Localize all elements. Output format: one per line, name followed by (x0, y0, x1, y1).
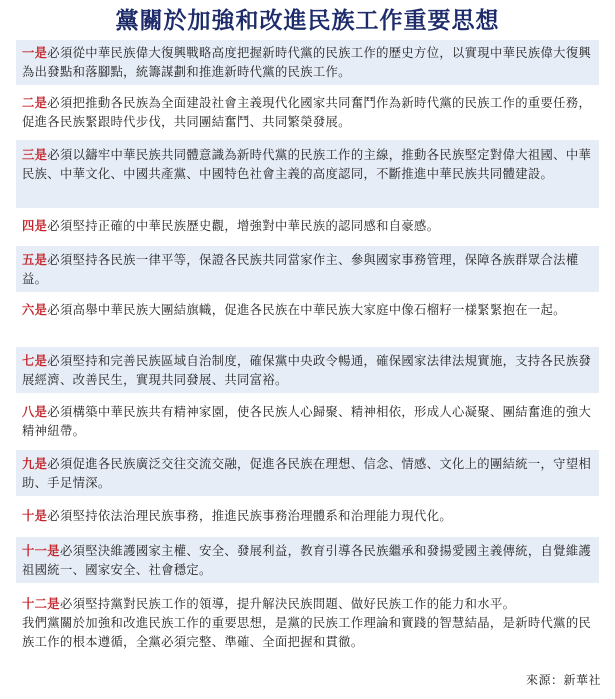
item-number: 三是 (22, 148, 48, 162)
list-item-7 (16, 347, 599, 393)
item-number: 九是 (22, 457, 48, 471)
item-text: 必須把推動各民族為全面建設社會主義現代化國家共同奮鬥作為新時代黨的民族工作的重要任務，促進各民族緊跟時代步伐，共同團結奮鬥、共同繁榮發展。 (22, 96, 592, 129)
item-text: 必須堅持依法治理民族事務，推進民族事務治理體系和治理能力現代化。 (47, 509, 452, 523)
list-item-6 (16, 296, 599, 342)
item-number: 十是 (22, 509, 48, 523)
item-text: 必須從中華民族偉大復興戰略高度把握新時代黨的民族工作的歷史方位，以實現中華民族偉大復興為出發點和落腳點，統籌謀劃和推進新時代黨的民族工作。 (22, 46, 592, 79)
item-text: 必須促進各民族廣泛交往交流交融，促進各民族在理想、信念、情感、文化上的團結統一，守望相助、手足情深。 (22, 457, 592, 490)
item-text: 必須構築中華民族共有精神家園，使各民族人心歸聚、精神相依，形成人心凝聚、團結奮進的強大精神紐帶。 (22, 405, 592, 438)
item-text: 必須堅持和完善民族區域自治制度，確保黨中央政令暢通，確保國家法律法規實施，支持各民族發展經濟、改善民生，實現共同發展、共同富裕。 (22, 354, 592, 387)
item-number: 八是 (22, 405, 48, 419)
item-text: 必須高舉中華民族大團結旗幟，促進各民族在中華民族大家庭中像石榴籽一樣緊緊抱在一起。 (47, 303, 566, 317)
list-item-12 (16, 590, 599, 666)
list-item-4 (16, 212, 599, 240)
list-item-2 (16, 89, 599, 135)
item-number: 六是 (22, 303, 48, 317)
list-item-11 (16, 537, 599, 583)
list-item-9 (16, 450, 599, 496)
list-item-3 (16, 140, 599, 208)
item-number: 十二是 (22, 597, 60, 611)
list-item-5 (16, 246, 599, 292)
item-text: 必須以鑄牢中華民族共同體意識為新時代黨的民族工作的主線，推動各民族堅定對偉大祖國、中華民族、中華文化、中國共產黨、中國特色社會主義的高度認同，不斷推進中華民族共同體建設。 (22, 148, 592, 181)
item-number: 七是 (22, 354, 48, 368)
item-list (16, 40, 599, 668)
closing-paragraph: 我們黨關於加強和改進民族工作的重要思想，是黨的民族工作理論和實踐的智慧結晶，是新時代黨的民族工作的根本遵循，全黨必須完整、準確、全面把握和貫徹。 (22, 616, 592, 649)
list-item-8 (16, 398, 599, 444)
page-title: 黨關於加強和改進民族工作重要思想 (115, 7, 500, 34)
item-text: 必須堅持正確的中華民族歷史觀，增強對中華民族的認同感和自豪感。 (47, 219, 440, 233)
list-item-1 (16, 40, 599, 85)
item-number: 五是 (22, 253, 48, 267)
item-number: 十一是 (22, 544, 60, 558)
source-credit: 來源：新華社 (525, 673, 601, 687)
item-number: 一是 (22, 46, 48, 60)
item-number: 二是 (22, 96, 48, 110)
item-text: 必須堅持黨對民族工作的領導，提升解決民族問題、做好民族工作的能力和水平。 (59, 597, 516, 611)
item-number: 四是 (22, 219, 48, 233)
list-item-10 (16, 502, 599, 530)
item-text: 必須堅持各民族一律平等，保證各民族共同當家作主、參與國家事務管理，保障各族群眾合法權益。 (22, 253, 579, 286)
item-text: 必須堅決維護國家主權、安全、發展利益，教育引導各民族繼承和發揚愛國主義傳統，自覺維護祖國統一、國家安全、社會穩定。 (22, 544, 592, 577)
